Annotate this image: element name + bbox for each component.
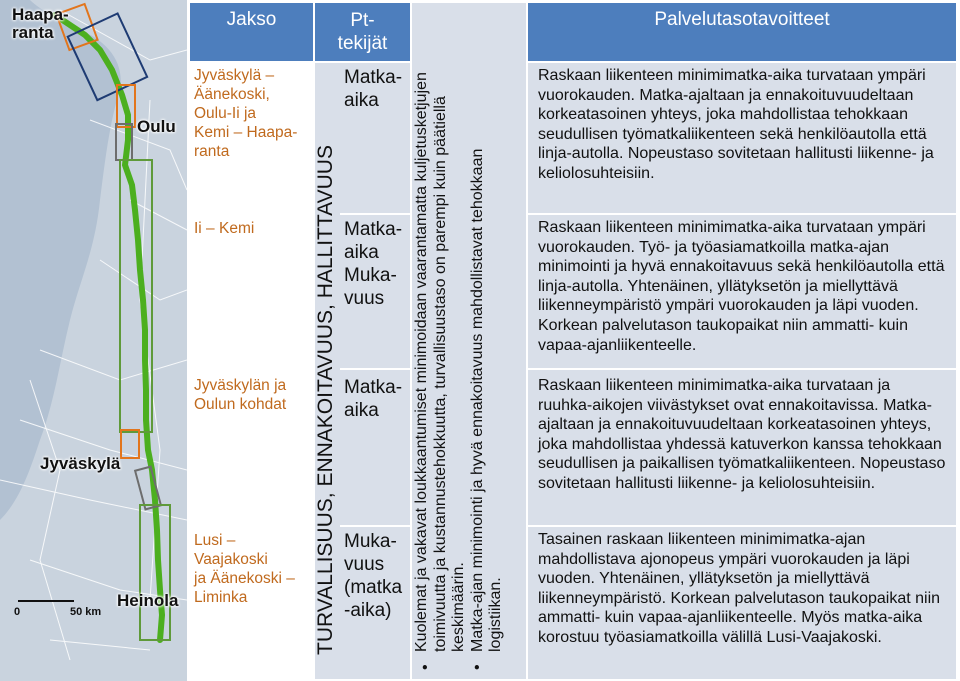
pt-divider-3 xyxy=(340,525,410,527)
scale-zero: 0 xyxy=(14,606,21,618)
header-jakso-label: Jakso xyxy=(226,9,277,30)
pt-divider-2 xyxy=(340,368,410,370)
header-pt xyxy=(315,3,410,61)
bullet-text-1: Kuolemat ja vakavat loukkaantumiset minimoidaan vaarantamatta kuljetusketjujen toimivuutta ja kustannustehokkuutta, turvallisuustaso on parempi kuin päätiellä keskimäärin. xyxy=(413,72,467,652)
header-pal xyxy=(528,3,956,61)
header-pt-label: Pt- tekijät xyxy=(337,10,388,54)
bullet-item-1 xyxy=(413,70,469,670)
pal-cell-1: Raskaan liikenteen minimimatka-aika turvataan ympäri vuorokauden. Matka-ajaltaan ja ennakoituvuudeltaan korkeatasoinen yhteys, joka mahdollistaa tehokkaan seudullisen työmatkaliikenteen sekä henkilöautolla että linja-autolla. Nopeustaso sovitetaan hallitusti liikenne- ja keliolosuhteisiin. xyxy=(528,63,956,213)
header-jakso xyxy=(190,3,313,61)
city-heinola: Heinola xyxy=(117,591,179,610)
pt-divider-1 xyxy=(340,213,410,215)
city-jyvaskyla: Jyväskylä xyxy=(40,454,121,473)
pal-cell-2: Raskaan liikenteen minimimatka-aika turvataan ympäri vuorokauden. Työ- ja työasiamatkoilla matka-ajan minimointi ja hyvä ennakoitavuus sekä henkilöautolla että linja-autolla. Yhtenäinen, yllätyksetön ja miellyttävä liikenneympäristö ympäri vuorokauden ja läpi vuoden. Korkean palvelutason taukopaikat niin ammatti- kuin vapaa-ajanliikenteelle. xyxy=(528,215,956,368)
bullet-dot-2: • xyxy=(468,664,486,670)
jakso-cell-2: Ii – Kemi xyxy=(190,215,313,368)
city-oulu: Oulu xyxy=(137,117,176,136)
sea-area xyxy=(0,0,121,520)
pal-cell-4: Tasainen raskaan liikenteen minimimatka-ajan mahdollistava ajonopeus ympäri vuorokauden ja läpi vuoden. Yhtenäinen, yllätyksetön ja miellyttävä liikenneympäristö. Korkean palvelutason taukopaikat niin ammatti- kuin vapaa-ajanliikenteelle. Myös matka-aika korostuu työasiamatkoilla välillä Lusi-Vaajakoski. xyxy=(528,527,956,679)
map-graphic xyxy=(0,0,187,681)
jakso-cell-1: Jyväskylä – Äänekoski, Oulu-Ii ja Kemi – Haapa- ranta xyxy=(190,63,313,213)
scale-km: 50 km xyxy=(70,606,102,618)
bullet-dot-1: • xyxy=(417,664,434,670)
pt-cell-2: Matka- aika Muka- vuus xyxy=(344,219,403,309)
header-pal-label: Palvelutasotavoitteet xyxy=(654,9,830,30)
pt-cell-4: Muka- vuus (matka -aika) xyxy=(344,531,403,621)
bullet-item-2 xyxy=(469,70,506,670)
pt-cell-1: Matka- aika xyxy=(344,67,403,111)
bullets-vertical xyxy=(413,70,506,670)
pal-cell-3: Raskaan liikenteen minimimatka-aika turvataan ja ruuhka-aikojen viivästykset ovat ennakoitavissa. Matka-ajaltaan ja ennakoituvuudeltaan korkeatasoinen yhteys, joka mahdollistaa yhdessä katuverkon kanssa tehokkaan seudullisen ja paikallisen työmatkaliikenteen. Nopeustaso sovitetaan hallitusti liikenne- ja keliolosuhteisiin. xyxy=(528,370,956,525)
route-map xyxy=(0,0,187,681)
jakso-cell-4: Lusi – Vaajakoski ja Äänekoski – Liminka xyxy=(190,527,313,679)
bullet-text-2: Matka-ajan minimointi ja hyvä ennakoitavuus mahdollistavat tehokkaan logistiikan. xyxy=(468,148,504,652)
jakso-cell-3: Jyväskylän ja Oulun kohdat xyxy=(190,370,313,525)
city-haaparanta: Haapa- ranta xyxy=(12,5,69,42)
pt-cell-3: Matka- aika xyxy=(344,377,403,421)
vertical-main-text: TURVALLISUUS, ENNAKOITAVUUS, HALLITTAVUUS xyxy=(314,145,337,655)
